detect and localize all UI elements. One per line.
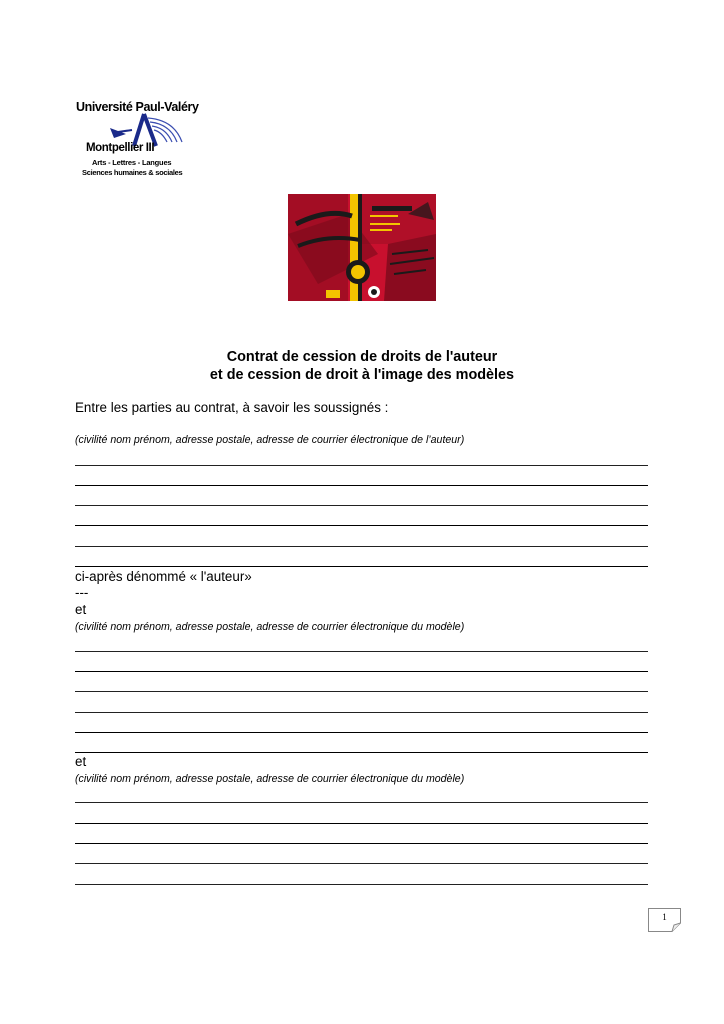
university-logo (76, 100, 199, 180)
model1-fill-line-5[interactable] (75, 732, 648, 733)
intro-text: Entre les parties au contrat, à savoir les soussignés : (75, 400, 389, 415)
page-number: 1 (662, 912, 667, 922)
model2-fill-line-1[interactable] (75, 802, 648, 803)
logo-university-name: Université Paul-Valéry (76, 100, 199, 114)
model2-fill-line-5[interactable] (75, 884, 648, 885)
page-number-box (648, 908, 681, 932)
author-designation: ci-après dénommé « l'auteur» (75, 569, 252, 584)
contest-poster-image (288, 194, 436, 301)
logo-subtitle-2: Sciences humaines & sociales (82, 168, 183, 177)
model1-field-note: (civilité nom prénom, adresse postale, adresse de courrier électronique du modèle) (75, 621, 465, 633)
author-fill-line-2[interactable] (75, 485, 648, 486)
author-fill-line-5[interactable] (75, 546, 648, 547)
title-line-1: Contrat de cession de droits de l'auteur (226, 349, 498, 365)
section-separator: --- (75, 585, 89, 600)
author-fill-line-6[interactable] (75, 566, 648, 567)
author-field-note: (civilité nom prénom, adresse postale, adresse de courrier électronique de l’auteur) (75, 434, 465, 446)
author-fill-line-4[interactable] (75, 525, 648, 526)
author-fill-line-1[interactable] (75, 465, 648, 466)
model1-fill-line-3[interactable] (75, 691, 648, 692)
logo-city: Montpellier III (86, 142, 155, 154)
model1-fill-line-6[interactable] (75, 752, 648, 753)
model1-et: et (75, 602, 87, 617)
model2-fill-line-4[interactable] (75, 863, 648, 864)
model2-field-note: (civilité nom prénom, adresse postale, adresse de courrier électronique du modèle) (75, 773, 465, 785)
title-line-2: et de cession de droit à l'image des modèles (209, 367, 515, 383)
logo-subtitle-1: Arts - Lettres - Langues (92, 158, 172, 167)
model1-fill-line-2[interactable] (75, 671, 648, 672)
model2-et: et (75, 754, 87, 769)
model2-fill-line-2[interactable] (75, 823, 648, 824)
model1-fill-line-4[interactable] (75, 712, 648, 713)
author-fill-line-3[interactable] (75, 505, 648, 506)
model1-fill-line-1[interactable] (75, 651, 648, 652)
document-title (120, 348, 604, 384)
model2-fill-line-3[interactable] (75, 843, 648, 844)
